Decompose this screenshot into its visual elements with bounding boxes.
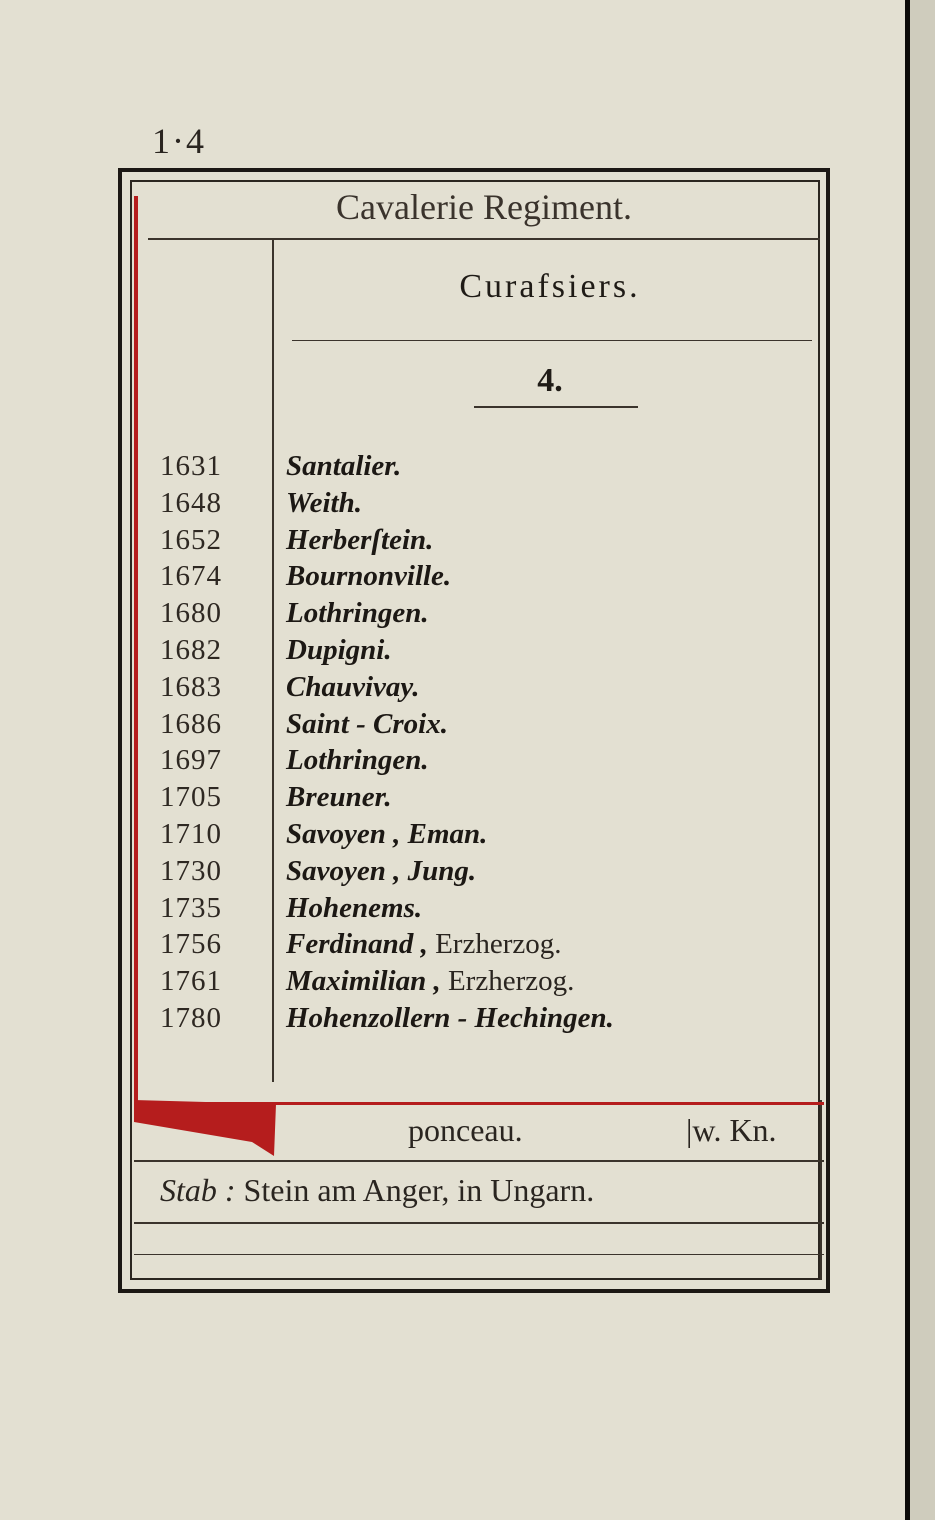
entry-year: 1682 <box>160 633 222 666</box>
header-divider <box>148 238 820 240</box>
entry-name-text: Santalier. <box>286 450 402 482</box>
entry-name-text: Weith. <box>286 486 362 519</box>
entry-name-text: Herberſtein. <box>286 523 434 556</box>
entry-name-text: Saint - Croix. <box>286 707 448 740</box>
entry-name <box>286 779 816 816</box>
section-title: Curafsiers. <box>459 268 641 305</box>
entry-name <box>286 632 816 669</box>
entry-name <box>286 742 816 779</box>
section-divider <box>292 340 812 341</box>
entry-name <box>286 1000 816 1037</box>
next-page-edge <box>910 0 935 1520</box>
entry-year: 1710 <box>160 817 222 850</box>
footer-rule <box>134 1254 824 1255</box>
entry-year: 1735 <box>160 891 222 924</box>
red-margin-rule <box>134 196 138 1106</box>
year-column-divider <box>272 240 274 1082</box>
entry-year: 1705 <box>160 781 222 814</box>
entry-year: 1648 <box>160 486 222 519</box>
entry-name-text: Lothringen. <box>286 744 429 777</box>
header-title: Cavalerie Regiment. <box>336 187 632 227</box>
entry-title: Erzherzog. <box>435 928 562 961</box>
page-number: 1·4 <box>152 121 206 161</box>
entry-name-text: Savoyen , Eman. <box>286 817 488 850</box>
year-column <box>160 448 266 1037</box>
right-frame-rule <box>820 1100 822 1280</box>
entry-name <box>286 816 816 853</box>
staff-location-line <box>160 1172 594 1209</box>
entry-year: 1697 <box>160 744 222 777</box>
entry-name-text: Lothringen. <box>286 597 429 630</box>
facing-color: ponceau. <box>408 1112 523 1148</box>
entry-name <box>286 926 816 963</box>
entry-year: 1631 <box>160 450 222 482</box>
entry-name <box>286 558 816 595</box>
entry-year: 1730 <box>160 854 222 887</box>
entry-year: 1652 <box>160 523 222 556</box>
entry-name-text: Chauvivay. <box>286 670 420 703</box>
entry-name <box>286 706 816 743</box>
entry-name <box>286 448 816 485</box>
entry-name-text: Maximilian , <box>286 965 441 998</box>
entry-name <box>286 485 816 522</box>
section-number: 4. <box>537 362 563 399</box>
entry-name <box>286 669 816 706</box>
entry-year: 1756 <box>160 928 222 961</box>
entry-name <box>286 963 816 1000</box>
entry-name-text: Hohenzollern - Hechingen. <box>286 1001 614 1034</box>
entry-year: 1780 <box>160 1001 222 1034</box>
red-flag-shape <box>134 1100 276 1156</box>
entry-year: 1686 <box>160 707 222 740</box>
staff-divider <box>134 1222 824 1224</box>
entry-year: 1674 <box>160 560 222 593</box>
entry-name <box>286 595 816 632</box>
name-column <box>286 448 816 1037</box>
entry-name-text: Ferdinand , <box>286 928 428 961</box>
entry-title: Erzherzog. <box>447 965 575 998</box>
red-corner-flag <box>134 1100 276 1156</box>
entry-year: 1680 <box>160 597 222 630</box>
entry-year: 1683 <box>160 670 222 703</box>
entry-name-text: Dupigni. <box>286 633 392 666</box>
entry-year: 1761 <box>160 965 222 998</box>
entry-name <box>286 522 816 559</box>
entry-name-text: Breuner. <box>286 781 392 814</box>
entry-name-text: Bournonville. <box>286 560 452 593</box>
entry-name-text: Savoyen , Jung. <box>286 854 477 887</box>
number-underline <box>474 406 638 408</box>
staff-location: Stein am Anger, in Ungarn. <box>243 1172 595 1208</box>
button-color: |w. Kn. <box>686 1112 777 1148</box>
entry-name <box>286 853 816 890</box>
facings-divider <box>134 1160 824 1162</box>
entry-name <box>286 890 816 927</box>
staff-label: Stab : <box>160 1172 236 1208</box>
entry-name-text: Hohenems. <box>286 891 423 924</box>
